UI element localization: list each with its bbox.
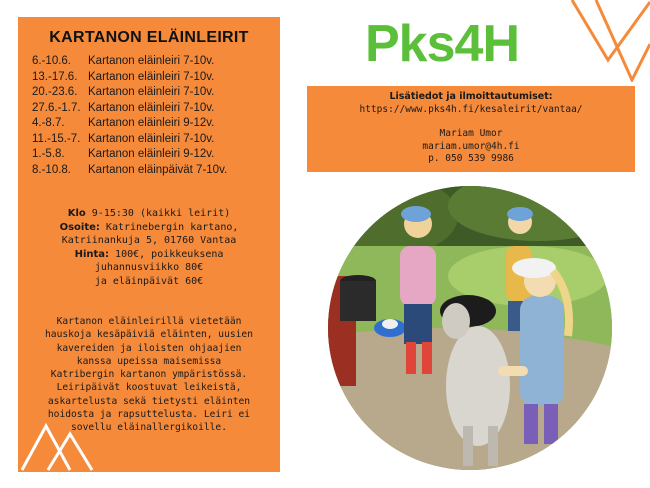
schedule-camp-name: Kartanon eläinleiri 7-10v.: [88, 101, 215, 114]
schedule-dates: 20.-23.6.: [32, 86, 78, 98]
orange-chevron-decoration-icon: [560, 0, 650, 82]
schedule-dates: 11.-15.-7.: [32, 132, 81, 145]
price-label: Hinta:: [74, 248, 110, 260]
description-line: Katribergin kartanon ympäristössä.: [50, 369, 248, 381]
schedule-camp-name: Kartanon eläinleiri 7-10v.: [88, 86, 215, 98]
description-line: hoidosta ja rapsuttelusta. Leiri ei: [47, 409, 251, 421]
pks4h-logo: Pks4H: [365, 15, 519, 73]
triangle-decoration-icon: [18, 414, 108, 472]
price-line3: ja eläinpäivät 60€: [94, 275, 204, 287]
price-value: 100€, poikkeuksena: [109, 248, 224, 260]
schedule-dates: 8.-10.8.: [32, 163, 71, 176]
schedule-dates: 6.-10.6.: [32, 55, 71, 67]
schedule-list: [32, 54, 272, 178]
schedule-row: [32, 101, 272, 117]
schedule-row: [32, 132, 272, 148]
contact-email[interactable]: mariam.umor@4h.fi: [422, 140, 520, 152]
description-line: kanssa upeissa maisemissa: [76, 355, 222, 367]
children-petting-sheep-photo: [328, 186, 612, 470]
schedule-row: [32, 85, 272, 101]
location-label: Osoite:: [59, 221, 100, 233]
schedule-dates: 4.-8.7.: [32, 117, 65, 129]
time-value: 9-15:30 (kaikki leirit): [85, 208, 231, 219]
contact-box: [307, 86, 635, 172]
description-line: Kartanon eläinleirillä vietetään: [56, 316, 242, 327]
schedule-dates: 1.-5.8.: [32, 148, 65, 160]
contact-heading: Lisätiedot ja ilmoittautumiset:: [389, 91, 553, 102]
schedule-camp-name: Kartanon eläinleiri 9-12v.: [88, 117, 215, 129]
time-label: Klo: [67, 208, 86, 219]
schedule-dates: 27.6.-1.7.: [32, 101, 81, 114]
schedule-row: [32, 54, 272, 70]
schedule-camp-name: Kartanon eläinpäivät 7-10v.: [88, 163, 228, 176]
schedule-row: [32, 70, 272, 86]
schedule-row: [32, 147, 272, 163]
description-line: askartelusta sekä tietysti eläinten: [47, 395, 251, 407]
schedule-camp-name: Kartanon eläinleiri 7-10v.: [88, 55, 215, 67]
registration-url[interactable]: https://www.pks4h.fi/kesaleirit/vantaa/: [359, 103, 583, 115]
schedule-camp-name: Kartanon eläinleiri 9-12v.: [88, 148, 215, 160]
description-line: hauskoja kesäpäiviä eläinten, uusien: [45, 329, 253, 341]
schedule-camp-name: Kartanon eläinleiri 7-10v.: [88, 132, 215, 145]
contact-person: Mariam Umor: [439, 128, 503, 139]
flyer-title: KARTANON ELÄINLEIRIT: [49, 29, 249, 46]
camp-info-panel: [18, 17, 280, 472]
contact-phone: p. 050 539 9986: [428, 153, 514, 164]
schedule-dates: 13.-17.6.: [32, 70, 78, 83]
description-line: Leiripäivät koostuvat leikeistä,: [56, 382, 242, 394]
schedule-row: [32, 116, 272, 132]
location-value: Katrinebergin kartano,: [99, 221, 239, 233]
price-line2: juhannusviikko 80€: [94, 262, 204, 273]
schedule-row: [32, 163, 272, 179]
location-line2: Katriinankuja 5, 01760 Vantaa: [61, 235, 237, 246]
practical-info: [24, 207, 274, 288]
schedule-camp-name: Kartanon eläinleiri 7-10v.: [88, 70, 215, 83]
description-line: sovellu eläinallergikoille.: [71, 422, 227, 434]
description-line: kavereiden ja iloisten ohjaajien: [56, 342, 242, 354]
